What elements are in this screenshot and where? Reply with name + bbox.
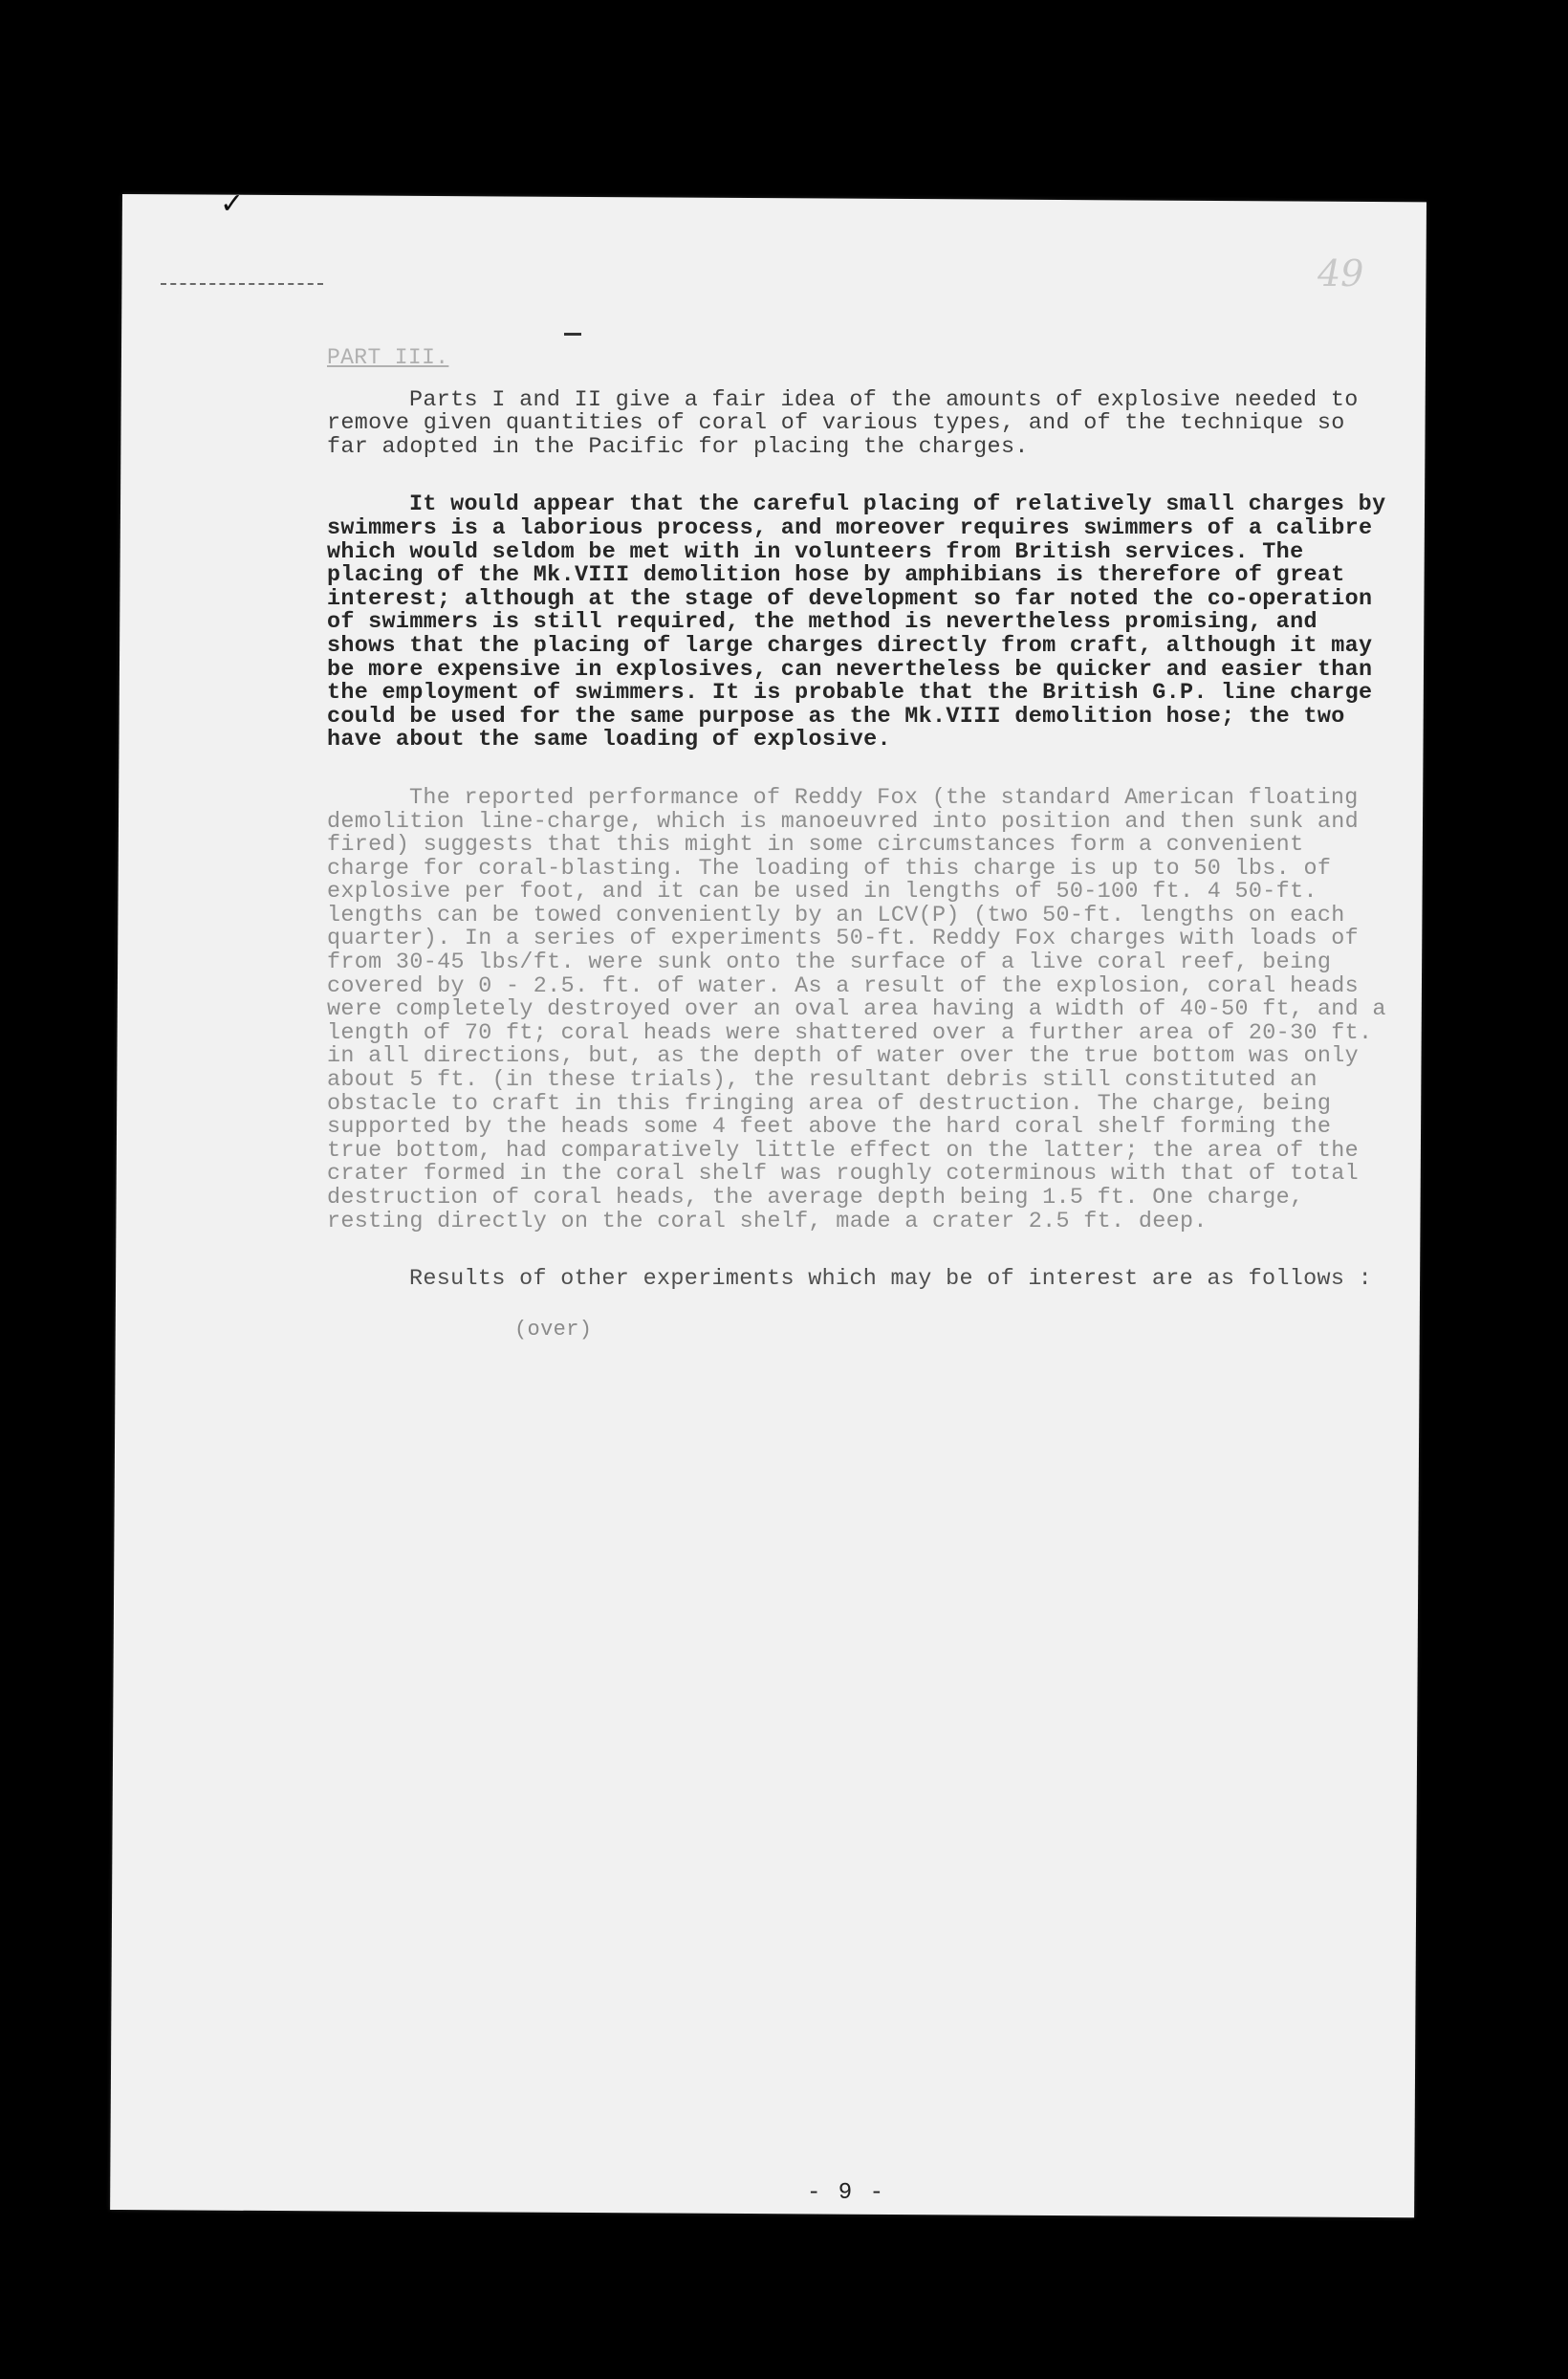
pencil-page-number: 49 bbox=[1318, 252, 1364, 295]
paragraph-reddy-fox: The reported performance of Reddy Fox (the standard American floating demolition line-charge, which is manoeuvred into position and then sunk and fired) suggests that this might in some circumstances form a convenient charge for coral-blasting. The loading of this charge is up to 50 lbs. of explosive per foot, and it can be used in lengths of 50-100 ft. 4 50-ft. lengths can be towed conveniently by an LCV(P) (two 50-ft. lengths on each quarter). In a series of experiments 50-ft. Reddy Fox charges with loads of from 30-45 lbs/ft. were sunk onto the surface of a live coral reef, being covered by 0 - 2.5. ft. of water. As a result of the explosion, coral heads were completely destroyed over an oval area having a width of 40-50 ft, and a length of 70 ft; coral heads were shattered over a further area of 20-30 ft. in all directions, but, as the depth of water over the true bottom was only about 5 ft. (in these trials), the resultant debris still constituted an obstacle to craft in this fringing area of destruction. The charge, being supported by the heads some 4 feet above the hard coral shelf forming the true bottom, had comparatively little effect on the latter; the area of the crater formed in the coral shelf was roughly coterminous with that of total destruction of coral heads, the average depth being 1.5 ft. One charge, resting directly on the coral shelf, made a crater 2.5 ft. deep. bbox=[327, 785, 1386, 1234]
over-note: (over) bbox=[514, 1317, 593, 1342]
part-heading: PART III. bbox=[327, 345, 449, 370]
paragraph-results: Results of other experiments which may be of interest are as follows : bbox=[409, 1267, 1373, 1293]
page-number: - 9 - bbox=[807, 2180, 886, 2206]
small-ink-mark bbox=[564, 333, 581, 336]
paragraph-swimmers: It would appear that the careful placing of relatively small charges by swimmers is a laborious process, and moreover requires swimmers of a calibre which would seldom be met with in volunteers from British services. The placing of the Mk.VIII demolition hose by amphibians is therefore of great interest; although at the stage of development so far noted the co-operation of swimmers is still required, the method is nevertheless promising, and shows that the placing of large charges directly from craft, although it may be more expensive in explosives, can nevertheless be quicker and easier than the employment of swimmers. It is probable that the British G.P. line charge could be used for the same purpose as the Mk.VIII demolition hose; the two have about the same loading of explosive. bbox=[327, 492, 1386, 753]
paragraph-intro: Parts I and II give a fair idea of the amounts of explosive needed to remove given quantities of coral of various types, and of the technique so far adopted in the Pacific for placing the charges. bbox=[327, 387, 1359, 460]
document-text bbox=[327, 346, 1388, 1342]
corner-ink-mark: ✓ bbox=[222, 187, 242, 224]
edge-dash-line bbox=[161, 283, 323, 285]
